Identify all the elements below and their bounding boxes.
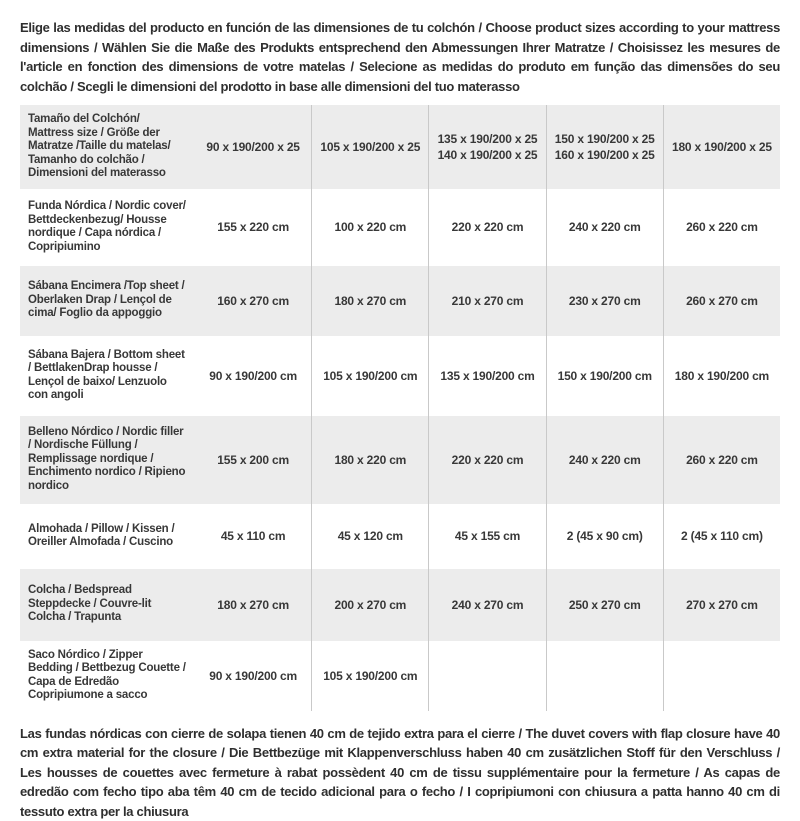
size-value: 260 x 270 cm <box>686 293 758 309</box>
size-cell <box>195 416 311 504</box>
size-cell <box>311 504 428 569</box>
size-value: 180 x 270 cm <box>217 597 289 613</box>
size-cell <box>663 105 780 189</box>
size-value: 160 x 190/200 x 25 <box>555 147 655 163</box>
size-value: 150 x 190/200 x 25 <box>555 131 655 147</box>
size-value: 105 x 190/200 cm <box>323 668 417 684</box>
size-value: 250 x 270 cm <box>569 597 641 613</box>
row-label: Saco Nórdico / Zipper Bedding / Bettbezug Couette / Capa de Edredão Copripiumone a sacco <box>28 649 188 703</box>
size-cell <box>663 266 780 336</box>
row-label: Belleno Nórdico / Nordic filler / Nordische Füllung / Remplissage nordique / Enchimento nordico / Ripieno nordico <box>28 426 188 494</box>
size-value: 180 x 220 cm <box>334 452 406 468</box>
size-cell <box>546 336 663 416</box>
size-cell <box>546 266 663 336</box>
row-label-cell <box>20 641 195 711</box>
size-value: 270 x 270 cm <box>686 597 758 613</box>
row-label: Sábana Bajera / Bottom sheet / BettlakenDrap housse / Lençol de baixo/ Lenzuolo con angoli <box>28 349 188 403</box>
row-label-cell <box>20 569 195 641</box>
size-cell <box>663 641 780 711</box>
size-value: 100 x 220 cm <box>334 219 406 235</box>
size-cell <box>663 189 780 266</box>
closure-note: Las fundas nórdicas con cierre de solapa tienen 40 cm de tejido extra para el cierre / The duvet covers with flap closure have 40 cm extra material for the closure / Die Bettbezüge mit Klappenverschluss haben 40 cm zusätzlichen Stoff für den Verschluss / Les housses de couettes avec fermeture à rabat possèdent 40 cm de tissu supplémentaire pour la fermeture / As capas de edredão com fecho tipo aba têm 40 cm de tecido adicional para o fecho / I copripiumoni con chiusura a patta hanno 40 cm di tessuto extra per la chiusura <box>20 724 780 821</box>
size-value: 220 x 220 cm <box>452 452 524 468</box>
size-cell <box>546 504 663 569</box>
size-value: 105 x 190/200 x 25 <box>320 139 420 155</box>
size-cell <box>546 189 663 266</box>
size-table <box>20 105 780 711</box>
size-value: 45 x 120 cm <box>338 528 403 544</box>
row-label-cell <box>20 266 195 336</box>
size-cell <box>311 336 428 416</box>
size-value: 180 x 190/200 cm <box>675 368 769 384</box>
size-cell <box>195 105 311 189</box>
size-value: 180 x 190/200 x 25 <box>672 139 772 155</box>
size-value: 220 x 220 cm <box>452 219 524 235</box>
table-row <box>20 105 780 189</box>
size-value: 240 x 270 cm <box>452 597 524 613</box>
size-cell <box>428 105 545 189</box>
size-value: 140 x 190/200 x 25 <box>438 147 538 163</box>
size-cell <box>311 416 428 504</box>
size-cell <box>311 569 428 641</box>
size-cell <box>428 266 545 336</box>
size-cell <box>428 336 545 416</box>
table-row <box>20 504 780 569</box>
size-value: 260 x 220 cm <box>686 219 758 235</box>
row-label: Funda Nórdica / Nordic cover/ Bettdeckenbezug/ Housse nordique / Capa nórdica / Copripiumino <box>28 200 188 254</box>
size-cell <box>195 189 311 266</box>
size-value: 180 x 270 cm <box>334 293 406 309</box>
size-value: 240 x 220 cm <box>569 219 641 235</box>
size-cell <box>195 266 311 336</box>
size-value: 2 (45 x 110 cm) <box>681 528 763 544</box>
table-row <box>20 569 780 641</box>
row-label-cell <box>20 416 195 504</box>
row-label: Tamaño del Colchón/ Mattress size / Größe der Matratze /Taille du matelas/ Tamanho do colchão / Dimensioni del materasso <box>28 113 188 181</box>
size-value: 135 x 190/200 cm <box>440 368 534 384</box>
row-label-cell <box>20 336 195 416</box>
row-label: Almohada / Pillow / Kissen / Oreiller Almofada / Cuscino <box>28 523 188 550</box>
size-cell <box>428 189 545 266</box>
size-value: 45 x 110 cm <box>221 528 286 544</box>
size-value: 90 x 190/200 x 25 <box>206 139 299 155</box>
size-value: 135 x 190/200 x 25 <box>438 131 538 147</box>
size-cell <box>428 641 545 711</box>
size-value: 240 x 220 cm <box>569 452 641 468</box>
table-row <box>20 416 780 504</box>
size-cell <box>195 641 311 711</box>
table-row <box>20 641 780 711</box>
size-cell <box>663 336 780 416</box>
row-label: Colcha / Bedspread Steppdecke / Couvre-lit Colcha / Trapunta <box>28 584 188 625</box>
size-cell <box>311 641 428 711</box>
size-cell <box>311 105 428 189</box>
size-cell <box>195 569 311 641</box>
size-cell <box>546 416 663 504</box>
size-value: 150 x 190/200 cm <box>558 368 652 384</box>
size-value: 200 x 270 cm <box>334 597 406 613</box>
size-cell <box>428 504 545 569</box>
row-label-cell <box>20 189 195 266</box>
size-cell <box>546 569 663 641</box>
size-value: 155 x 200 cm <box>217 452 289 468</box>
size-cell <box>311 266 428 336</box>
table-row <box>20 336 780 416</box>
row-label: Sábana Encimera /Top sheet / Oberlaken Drap / Lençol de cima/ Foglio da appoggio <box>28 280 188 321</box>
size-value: 155 x 220 cm <box>217 219 289 235</box>
size-value: 260 x 220 cm <box>686 452 758 468</box>
intro-note: Elige las medidas del producto en función de las dimensiones de tu colchón / Choose product sizes according to your mattress dimensions / Wählen Sie die Maße des Produkts entsprechend den Abmessungen Ihrer Matratze / Choisissez les mesures de l'article en fonction des dimensions de votre matelas / Selecione as medidas do produto em função das dimensões do seu colchão / Scegli le dimensioni del prodotto in base alle dimensioni del tuo materasso <box>20 18 780 96</box>
size-value: 160 x 270 cm <box>217 293 289 309</box>
size-cell <box>428 569 545 641</box>
size-value: 210 x 270 cm <box>452 293 524 309</box>
table-row <box>20 266 780 336</box>
size-cell <box>663 416 780 504</box>
size-value: 90 x 190/200 cm <box>209 368 297 384</box>
size-value: 90 x 190/200 cm <box>209 668 297 684</box>
size-value: 230 x 270 cm <box>569 293 641 309</box>
size-cell <box>546 641 663 711</box>
size-cell <box>546 105 663 189</box>
row-label-cell <box>20 105 195 189</box>
size-cell <box>195 504 311 569</box>
row-label-cell <box>20 504 195 569</box>
table-row <box>20 189 780 266</box>
size-cell <box>311 189 428 266</box>
size-value: 2 (45 x 90 cm) <box>567 528 643 544</box>
size-value: 45 x 155 cm <box>455 528 520 544</box>
size-cell <box>663 569 780 641</box>
size-cell <box>663 504 780 569</box>
size-value: 105 x 190/200 cm <box>323 368 417 384</box>
size-cell <box>428 416 545 504</box>
size-cell <box>195 336 311 416</box>
